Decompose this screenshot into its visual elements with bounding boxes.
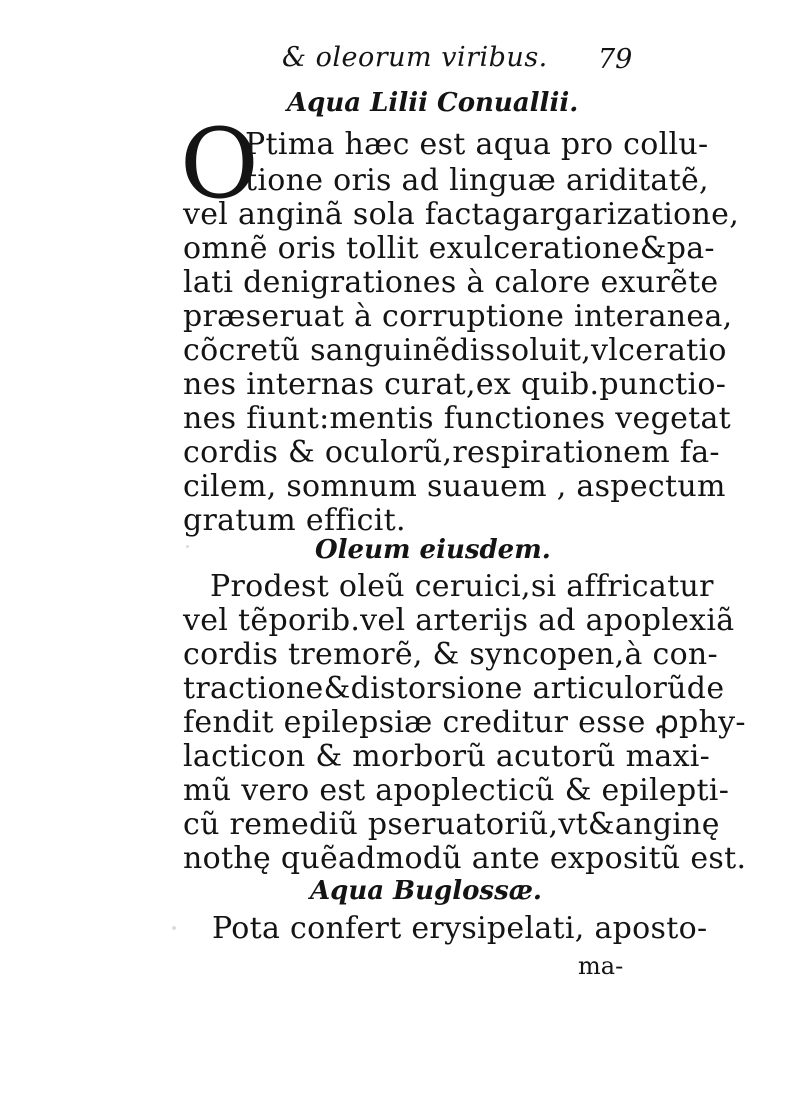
text-line: fendit epilepsiæ creditur esse ꝓphy- (183, 705, 746, 740)
text-line: cordis tremorẽ, & syncopen,à con- (183, 637, 718, 672)
page-number: 79 (598, 44, 633, 75)
text-line: tractione&distorsione articulorũde (183, 671, 725, 706)
text-line: lacticon & morborũ acutorũ maxi- (183, 739, 711, 774)
section-heading-aqua-lilii: Aqua Lilii Conuallii. (287, 88, 579, 118)
text-line: præseruat à corruptione interanea, (183, 299, 733, 334)
section-heading-aqua-buglossae: Aqua Buglossæ. (310, 876, 542, 906)
text-line: nes internas curat,ex quib.punctio- (183, 367, 727, 402)
text-line: tione oris ad linguæ ariditatẽ, (245, 163, 709, 198)
text-line: vel tẽporib.vel arterijs ad apoplexiã (183, 603, 735, 638)
text-line: cõcretũ sanguinẽdissoluit,vlceratio (183, 333, 727, 368)
text-line: cũ remediũ pseruatoriũ,vt&anginę (183, 807, 720, 842)
section-heading-oleum: Oleum eiusdem. (315, 535, 551, 565)
text-line: gratum efficit. (183, 503, 406, 538)
text-line: Pota confert erysipelati, aposto- (212, 911, 708, 946)
text-line: cilem, somnum suauem , aspectum (183, 469, 726, 504)
text-line: omnẽ oris tollit exulceratione&pa- (183, 231, 715, 266)
text-line: nes fiunt:mentis functiones vegetat (183, 401, 732, 436)
ink-speck (186, 545, 189, 548)
text-line: nothę quẽadmodũ ante expositũ est. (183, 841, 747, 876)
text-line: Ptima hæc est aqua pro collu- (245, 127, 709, 162)
running-head: & oleorum viribus. (282, 42, 548, 73)
text-line: mũ vero est apoplecticũ & epilepti- (183, 773, 730, 808)
catchword: ma- (578, 952, 624, 980)
text-line: Prodest oleũ ceruici,si affricatur (210, 569, 714, 604)
drop-cap-initial: O (180, 108, 259, 220)
text-line: lati denigrationes à calore exurẽte (183, 265, 719, 300)
text-line: cordis & oculorũ,respirationem fa- (183, 435, 720, 470)
ink-speck (172, 926, 176, 930)
text-line: vel anginã sola factagargarizatione, (183, 197, 740, 232)
